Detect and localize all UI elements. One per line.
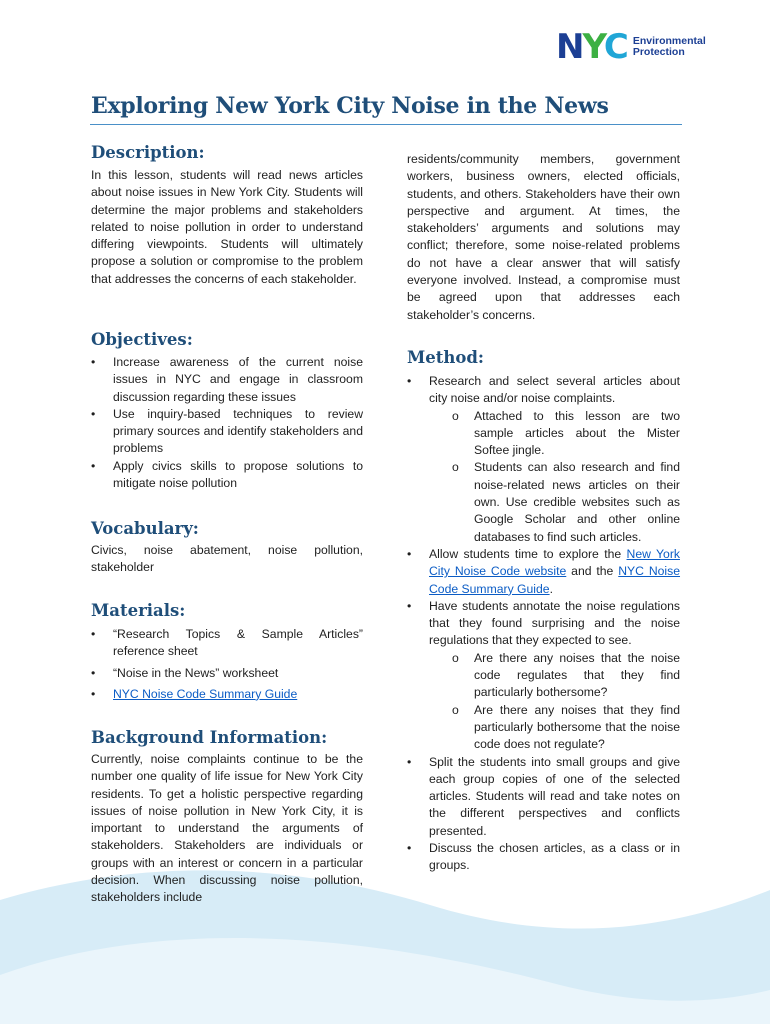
background-heading: Background Information: (91, 728, 328, 747)
list-item (407, 546, 680, 598)
logo-line-2: Protection (632, 46, 685, 58)
circle-bullet-icon: o (452, 460, 459, 475)
method-step-5: Discuss the chosen articles, as a class or in groups. (429, 841, 680, 873)
page-title: Exploring New York City Noise in the News (91, 93, 609, 119)
title-divider (90, 124, 682, 125)
list-item (407, 598, 680, 754)
method-sub-text: Are there any noises that the noise code regulates that they find particularly bothersome? (474, 650, 680, 700)
bullet-icon: • (91, 355, 96, 369)
circle-bullet-icon: o (452, 702, 459, 717)
method-sub-text: Attached to this lesson are two sample articles about the Mister Softee jingle. (474, 408, 680, 458)
bullet-icon: • (91, 665, 96, 680)
nyc-logo-letter: N (556, 27, 583, 67)
noise-code-guide-link[interactable]: NYC Noise Code Summary Guide (113, 686, 298, 701)
list-item (91, 686, 363, 703)
method-sub-text: Students can also research and find noise-related news articles on their own. Use credible websites such as Google Scholar and other online databases to find such articles. (474, 460, 680, 544)
material-text: “Noise in the News” worksheet (113, 665, 279, 680)
vocabulary-text: Civics, noise abatement, noise pollution, stakeholder (91, 543, 363, 575)
noise-code-guide-link[interactable]: NYC Noise Code Summary Guide (429, 564, 681, 596)
objectives-list (91, 354, 363, 492)
method-step-2-post: . (549, 581, 553, 596)
objective-text: Use inquiry-based techniques to review primary sources and identify stakeholders and problems (113, 406, 363, 456)
method-step-3: Have students annotate the noise regulations that they found surprising and the noise regulations that they expected to see. (429, 598, 680, 648)
sub-list-item (429, 650, 680, 702)
description-text: In this lesson, students will read news articles about noise issues in New York City. Students will determine the major problems and stakeholders related to noise pollution in order to understand differing viewpoints. Students will ultimately propose a solution or compromise to the problem that addresses the concerns of each stakeholder. (91, 168, 363, 286)
logo-line-1: Environmental (632, 35, 706, 47)
sub-list-item (429, 408, 680, 460)
objective-text: Increase awareness of the current noise issues in NYC and engage in classroom discussion regarding these issues (113, 355, 363, 404)
bullet-icon: • (91, 627, 96, 641)
bullet-icon: • (91, 686, 96, 701)
sub-list (429, 650, 680, 754)
background-text: Currently, noise complaints continue to be the number one quality of life issue for New York City residents. To get a holistic perspective regarding issues of noise pollution in New York City, it is important to understand the arguments of stakeholders. Stakeholders are individuals or groups with an interest or concern in a particular decision. When discussing noise pollution, stakeholders include (91, 752, 363, 905)
method-sub-text: Are there any noises that they find particularly bothersome that the noise code does not regulate? (474, 702, 680, 752)
nyc-logo-letters (556, 27, 627, 67)
list-item (407, 840, 680, 875)
list-item (91, 354, 363, 406)
list-item (91, 458, 363, 493)
nyc-logo-mark (556, 27, 627, 67)
vocabulary-heading: Vocabulary: (91, 519, 199, 538)
bullet-icon: • (91, 406, 96, 421)
bullet-icon: • (407, 754, 412, 769)
list-item (91, 626, 363, 661)
bullet-icon: • (407, 374, 412, 388)
bullet-icon: • (407, 841, 412, 856)
sub-list-item (429, 459, 680, 545)
nyc-logo-letter: Y (582, 27, 604, 67)
materials-list (91, 626, 363, 703)
material-text: “Research Topics & Sample Articles” reference sheet (113, 627, 363, 659)
sub-list (429, 408, 680, 546)
nyc-dep-logo (556, 27, 706, 67)
objectives-heading: Objectives: (91, 330, 193, 349)
bullet-icon: • (407, 598, 412, 613)
bullet-icon: • (407, 546, 412, 561)
description-heading: Description: (91, 143, 205, 162)
method-step-1: Research and select several articles about city noise and/or noise complaints. (429, 374, 680, 406)
background-continued-text: residents/community members, government workers, business owners, elected officials, students, and others. Stakeholders have their own perspective and argument. At times, the stakeholders’ arguments and solutions may conflict; therefore, some noise-related problems do not have a clear answer that will satisfy everyone involved. Instead, a compromise must be agreed upon that addresses each stakeholder’s concerns. (407, 152, 680, 322)
materials-heading: Materials: (91, 601, 186, 620)
nyc-logo-letter: C (603, 27, 627, 67)
list-item (91, 665, 363, 682)
method-step-4: Split the students into small groups and give each group copies of one of the selected articles. Students will read and take notes on the different perspectives and conflicts presented. (429, 754, 680, 838)
circle-bullet-icon: o (452, 408, 459, 423)
bullet-icon: • (91, 458, 96, 473)
list-item (407, 754, 680, 840)
logo-agency-name (633, 36, 706, 58)
list-item (407, 373, 680, 546)
circle-bullet-icon: o (452, 650, 459, 665)
method-step-2-pre: Allow students time to explore the (429, 546, 627, 561)
sub-list-item (429, 702, 680, 754)
objective-text: Apply civics skills to propose solutions to mitigate noise pollution (113, 458, 363, 491)
noise-code-website-link[interactable]: New York City Noise Code website (429, 546, 680, 579)
method-step-2-mid: and the (566, 564, 619, 579)
method-list (407, 373, 680, 875)
list-item (91, 406, 363, 458)
method-heading: Method: (407, 348, 485, 367)
